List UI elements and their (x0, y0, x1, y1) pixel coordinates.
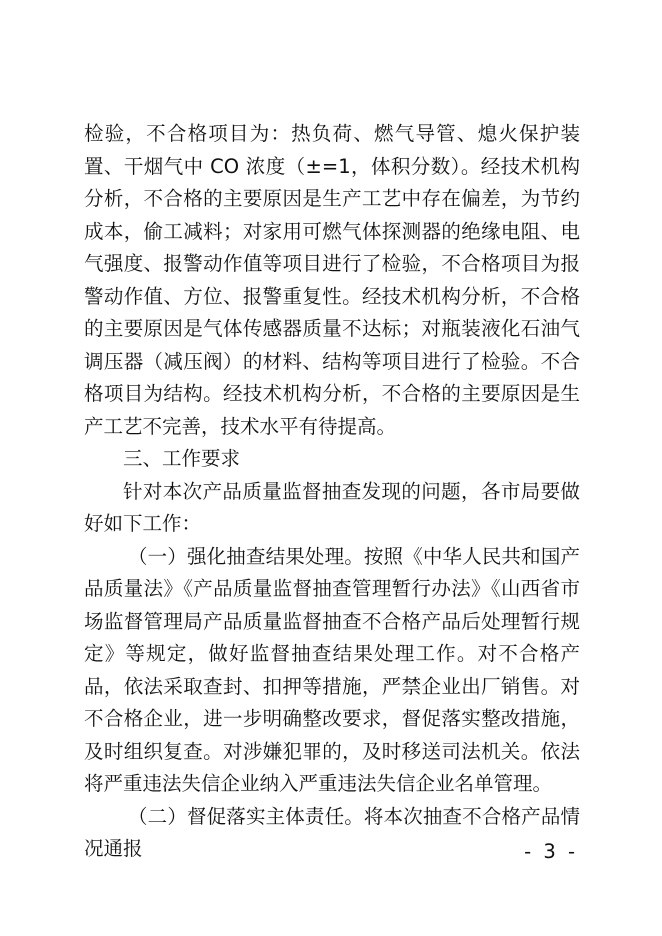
paragraph-work-intro: 针对本次产品质量监督抽查发现的问题，各市局要做好如下工作： (84, 479, 580, 535)
paragraph-strengthen-handling: （一）强化抽查结果处理。按照《中华人民共和国产品质量法》《产品质量监督抽查管理暂行办法》《山西省市场监督管理局产品质量监督抽查不合格产品后处理暂行规定》等规定，做好监督抽查结果处理工作。对不合格产品，依法采取查封、扣押等措施，严禁企业出厂销售。对不合格企业，进一步明确整改要求，督促落实整改措施，及时组织复查。对涉嫌犯罪的，及时移送司法机关。依法将严重违法失信企业纳入严重违法失信企业名单管理。 (84, 544, 580, 795)
page-number: - 3 - (524, 840, 578, 863)
section-heading-work-requirements: 三、工作要求 (123, 447, 241, 470)
paragraph-inspection-results: 检验，不合格项目为：热负荷、燃气导管、熄火保护装置、干烟气中 CO 浓度（±=1，体积分数）。经技术机构分析，不合格的主要原因是生产工艺中存在偏差，为节约成本，偷工减料；对家用可燃气体探测器的绝缘电阻、电气强度、报警动作值等项目进行了检验，不合格项目为报警动作值、方位、报警重复性。经技术机构分析，不合格的主要原因是气体传感器质量不达标；对瓶装液化石油气调压器（减压阀）的材料、结构等项目进行了检验。不合格项目为结构。经技术机构分析，不合格的主要原因是生产工艺不完善，技术水平有待提高。 (84, 122, 580, 438)
body-text (84, 118, 580, 866)
paragraph-supervise-responsibility: （二）督促落实主体责任。将本次抽查不合格产品情况通报 (84, 804, 580, 860)
